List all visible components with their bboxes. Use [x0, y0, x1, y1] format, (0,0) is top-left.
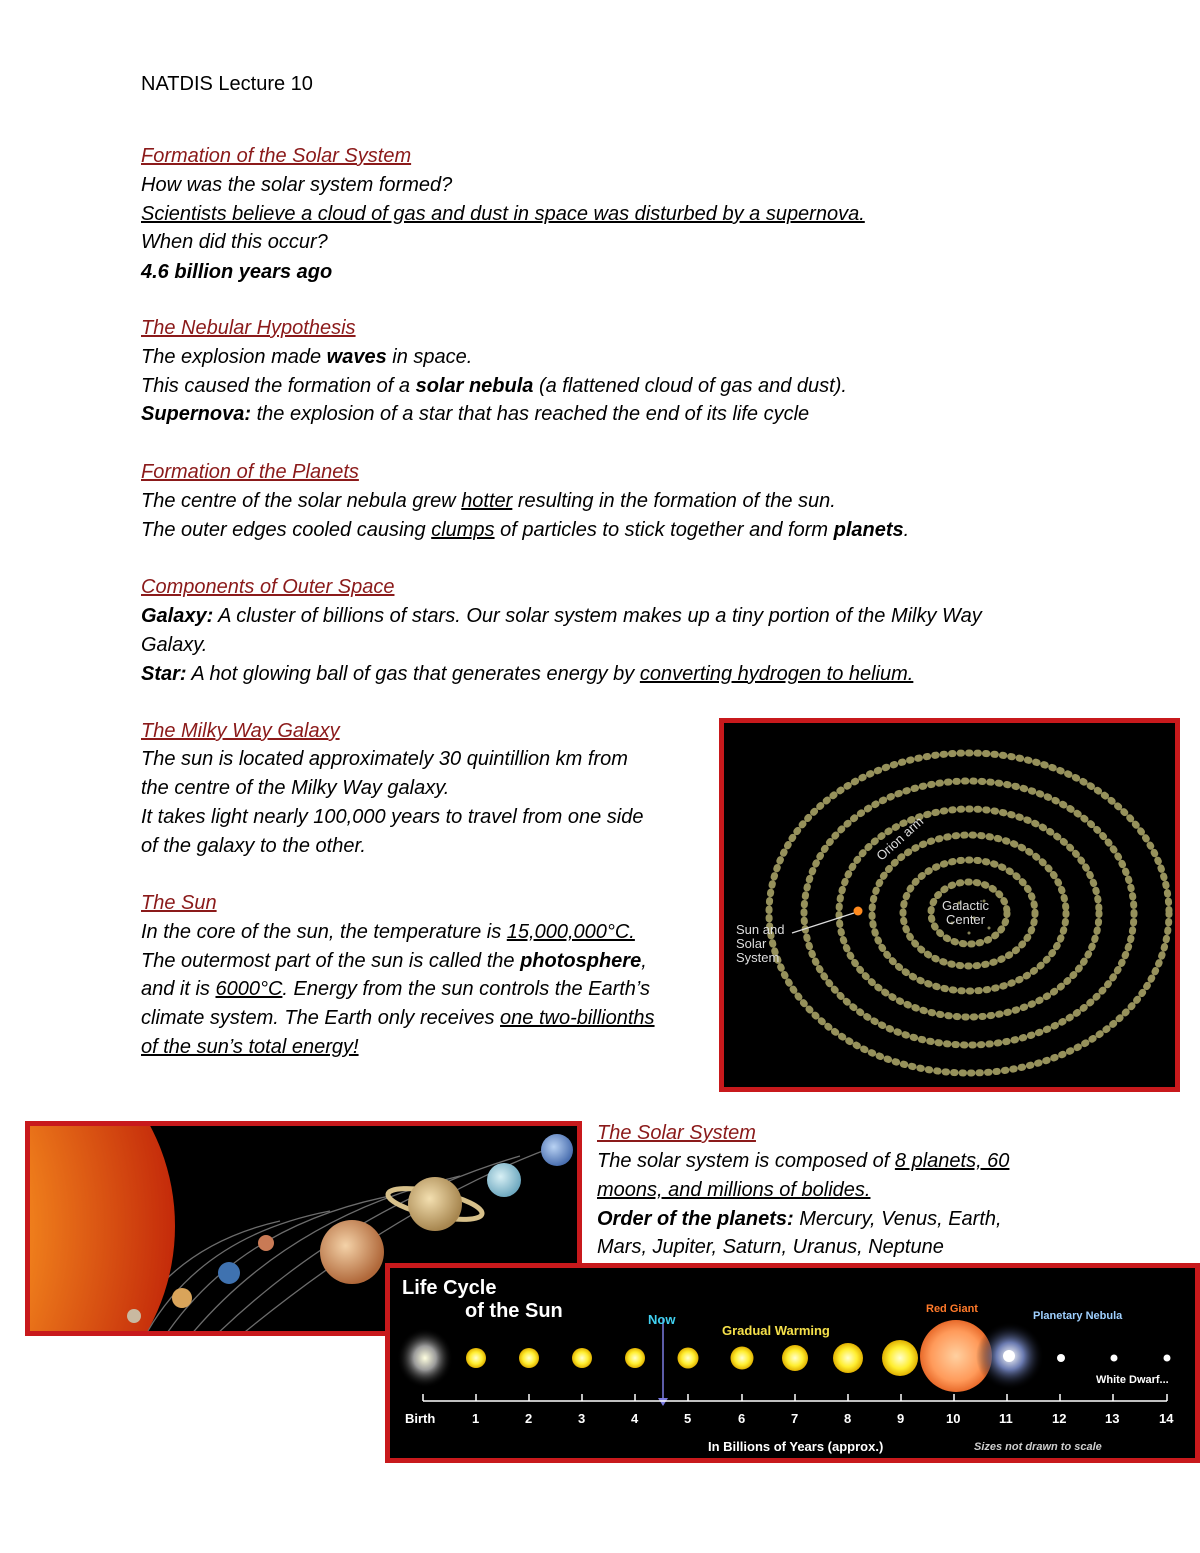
orion-arm-label: Orion arm	[873, 813, 927, 864]
section-heading-formation: Formation of the Solar System	[141, 145, 412, 167]
milky-way-line-4: of the galaxy to the other.	[141, 835, 366, 857]
timeline-tick-label: 14	[1159, 1411, 1174, 1426]
planets-line-1-a: The centre of the solar nebula grew	[141, 490, 462, 512]
timeline-tick-label: 9	[897, 1411, 905, 1426]
solar-system-line-3	[597, 1205, 1002, 1234]
white-dwarf-label: White Dwarf...	[1096, 1374, 1169, 1386]
sun-line-2	[141, 947, 647, 976]
term-hydrogen-helium: converting hydrogen to helium.	[639, 663, 914, 685]
sun-line-3	[141, 975, 650, 1004]
sun-line-4-a: climate system. The Earth only receives	[141, 1007, 501, 1029]
timeline-tick-label: 7	[791, 1411, 799, 1426]
galaxy-definition-text: A cluster of billions of stars. Our solar system makes up a tiny portion of the Milky Way	[213, 605, 982, 627]
star-definition	[141, 660, 913, 689]
term-solar-nebula: solar nebula	[415, 375, 534, 397]
sun-solar-system-label	[736, 923, 784, 965]
life-cycle-title-1: Life Cycle	[402, 1277, 497, 1299]
sun-label-line-2: Solar	[736, 936, 767, 951]
sun-label-line-1: Sun and	[736, 922, 785, 937]
timeline-tick-label: Birth	[405, 1411, 436, 1426]
timeline-tick-label: 11	[999, 1411, 1013, 1426]
timeline-tick-label: 1	[472, 1411, 480, 1426]
term-photosphere: photosphere	[520, 950, 642, 972]
life-cycle-image	[385, 1263, 1200, 1463]
sun-line-3-a: and it is	[141, 978, 216, 1000]
planets-order-part-1: Mercury, Venus, Earth,	[793, 1208, 1002, 1230]
nebular-line-1	[141, 343, 472, 372]
term-clumps: clumps	[431, 519, 495, 541]
planets-line-1	[141, 487, 836, 516]
sun-line-1	[141, 918, 635, 947]
milky-way-line-3: It takes light nearly 100,000 years to travel from one side	[141, 806, 644, 828]
nebular-line-2	[141, 372, 847, 401]
planets-line-2-e: .	[903, 519, 910, 541]
timeline-tick-label: 6	[738, 1411, 746, 1426]
term-waves: waves	[326, 346, 387, 368]
answer-when: 4.6 billion years ago	[141, 261, 333, 283]
scale-note: Sizes not drawn to scale	[974, 1441, 1102, 1453]
milky-way-image	[719, 718, 1180, 1092]
sun-line-2-a: The outermost part of the sun is called the	[141, 950, 521, 972]
solar-system-line-2: moons, and millions of bolides.	[597, 1179, 871, 1201]
milky-way-line-1: The sun is located approximately 30 quintillion km from	[141, 748, 628, 770]
sun-line-1-a: In the core of the sun, the temperature is	[141, 921, 507, 943]
sun-line-3-c: . Energy from the sun controls the Earth’s	[282, 978, 651, 1000]
nebular-line-1-c: in space.	[386, 346, 473, 368]
galaxy-definition-cont: Galaxy.	[141, 634, 208, 656]
nebular-line-2-c: (a flattened cloud of gas and dust).	[533, 375, 847, 397]
timeline-axis-label: In Billions of Years (approx.)	[708, 1439, 884, 1454]
answer-how-formed	[141, 200, 899, 229]
galactic-center-line-1: Galactic	[942, 898, 989, 913]
core-temperature: 15,000,000°C.	[506, 921, 635, 943]
document-title: NATDIS Lecture 10	[141, 73, 313, 95]
section-heading-nebular: The Nebular Hypothesis	[141, 317, 356, 339]
section-heading-planets: Formation of the Planets	[141, 461, 359, 483]
planets-line-2-c: of particles to stick together and form	[494, 519, 834, 541]
timeline-tick-label: 5	[684, 1411, 692, 1426]
timeline-tick-label: 4	[631, 1411, 639, 1426]
star-definition-text: A hot glowing ball of gas that generates energy by	[186, 663, 640, 685]
planets-line-2	[141, 516, 909, 545]
red-giant-label: Red Giant	[926, 1303, 978, 1315]
photosphere-temperature: 6000°C	[215, 978, 283, 1000]
life-cycle-graphic	[390, 1268, 1195, 1458]
life-cycle-title-2: of the Sun	[465, 1300, 563, 1322]
sun-line-4	[141, 1004, 655, 1033]
section-heading-solar-system: The Solar System	[597, 1122, 756, 1144]
question-how-formed: How was the solar system formed?	[141, 174, 453, 196]
timeline-tick-label: 2	[525, 1411, 533, 1426]
supernova-definition: the explosion of a star that has reached the end of its life cycle	[251, 403, 810, 425]
planetary-nebula-label: Planetary Nebula	[1033, 1310, 1123, 1322]
section-heading-components: Components of Outer Space	[141, 576, 395, 598]
galaxy-definition	[141, 602, 982, 631]
term-star: Star:	[141, 663, 187, 685]
nebular-line-3	[141, 400, 809, 429]
solar-system-line-4: Mars, Jupiter, Saturn, Uranus, Neptune	[597, 1236, 944, 1258]
milky-way-line-2: the centre of the Milky Way galaxy.	[141, 777, 450, 799]
timeline-tick-label: 3	[578, 1411, 586, 1426]
section-heading-sun: The Sun	[141, 892, 217, 914]
solar-system-line-1	[597, 1147, 1009, 1176]
sun-line-2-c: ,	[641, 950, 647, 972]
sun-label-line-3: System	[736, 950, 780, 965]
galactic-center-line-2: Center	[945, 912, 985, 927]
timeline-tick-label: 13	[1105, 1411, 1120, 1426]
term-supernova: Supernova:	[141, 403, 252, 425]
nebular-line-2-a: This caused the formation of a	[141, 375, 416, 397]
term-order-of-planets: Order of the planets:	[597, 1208, 794, 1230]
timeline-tick-label: 8	[844, 1411, 852, 1426]
now-label: Now	[648, 1312, 676, 1327]
sun-line-5: of the sun’s total energy!	[141, 1036, 359, 1058]
term-hotter: hotter	[461, 490, 513, 512]
planets-line-2-a: The outer edges cooled causing	[141, 519, 432, 541]
answer-supernova-text: Scientists believe a cloud of gas and dust in space was disturbed by a supernova.	[141, 203, 865, 225]
planets-count: 8 planets, 60	[894, 1150, 1010, 1172]
solar-system-line-1-a: The solar system is composed of	[597, 1150, 895, 1172]
term-planets: planets	[833, 519, 904, 541]
galactic-center-label	[942, 899, 989, 927]
section-heading-milky-way: The Milky Way Galaxy	[141, 720, 340, 742]
gradual-warming-label: Gradual Warming	[722, 1323, 830, 1338]
planets-line-1-c: resulting in the formation of the sun.	[512, 490, 836, 512]
term-galaxy: Galaxy:	[141, 605, 214, 627]
timeline-tick-label: 12	[1052, 1411, 1067, 1426]
nebular-line-1-a: The explosion made	[141, 346, 327, 368]
question-when: When did this occur?	[141, 231, 328, 253]
energy-fraction: one two-billionths	[500, 1007, 655, 1029]
timeline-tick-label: 10	[946, 1411, 961, 1426]
